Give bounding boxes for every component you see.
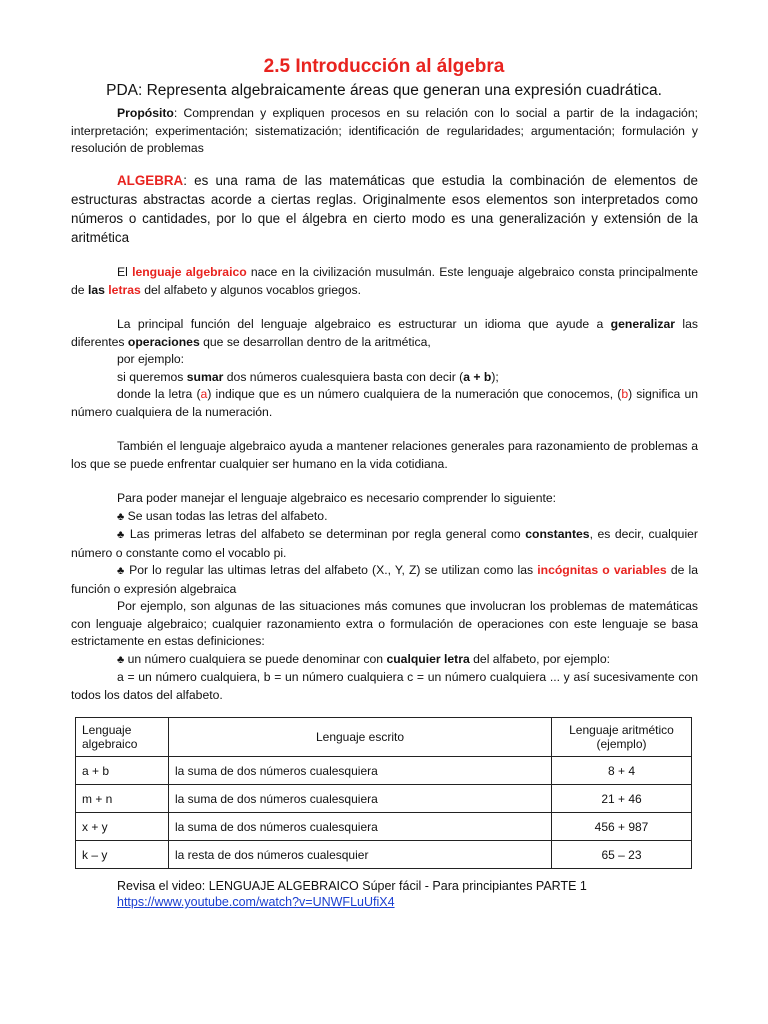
proposito-label: Propósito (117, 106, 174, 120)
bullet-4-text-2: del alfabeto, por ejemplo: (469, 651, 611, 666)
las-keyword: las (87, 282, 105, 297)
algebra-text: : es una rama de las matemáticas que estudia la combinación de elementos de estructuras abstractas acorde a ciertas reglas. Originalmente esos elementos son interpretados como números o cantidades, por lo que el álgebra en cierto modo es una generalización y extensión de la aritmética (71, 173, 698, 245)
lenguaje-text-1: El (117, 265, 133, 279)
bullet-4-text-1: un número cualquiera se puede denominar con (124, 651, 387, 666)
cell-escrito: la suma de dos números cualesquiera (169, 785, 552, 813)
funcion-paragraph (71, 316, 698, 421)
proposito-text: : Comprendan y expliquen procesos en su relación con lo social a partir de la indagación; interpretación; experimentación; sistematización; identificación de regularidades; argumentación; formulación y resolución de problemas (71, 106, 698, 155)
letra-b-keyword: b (621, 387, 629, 401)
manejar-section (71, 490, 698, 704)
bullet-2-text-2: , es decir, cualquier número o constante como el vocablo pi. (71, 527, 698, 560)
cell-algebraico: m + n (76, 785, 169, 813)
bullet-3 (71, 562, 698, 598)
header-aritmetico: Lenguaje aritmético (ejemplo) (552, 718, 692, 757)
letras-keyword: letras (108, 282, 141, 297)
operaciones-keyword: operaciones (127, 334, 200, 349)
sumar-keyword: sumar (186, 369, 224, 384)
funcion-text-1: La principal función del lenguaje algebraico es estructurar un idioma que ayude a (117, 317, 611, 331)
bullet-1 (71, 508, 698, 527)
letra-text-3: ) significa un número cualquiera de la numeración. (71, 387, 699, 419)
por-ejemplo-paragraph: Por ejemplo, son algunas de las situaciones más comunes que involucran los problemas de matemáticas con lenguaje algebraico; cualquier razonamiento extra o formulación de operaciones con este lenguaje se basa estrictamente en estas definiciones: (71, 599, 698, 648)
club-icon: ♣ (117, 565, 125, 577)
sumar-text-1: si queremos (117, 369, 187, 384)
table-header-row (76, 718, 692, 757)
manejar-intro: Para poder manejar el lenguaje algebraico es necesario comprender lo siguiente: (117, 491, 557, 505)
cell-aritmetico: 65 – 23 (552, 841, 692, 869)
cualquier-letra-keyword: cualquier letra (386, 651, 470, 666)
header-algebraico: Lenguaje algebraico (76, 718, 169, 757)
table-row (76, 841, 692, 869)
letra-text-2: ) indique que es un número cualquiera de la numeración que conocemos, ( (207, 387, 622, 401)
cell-aritmetico: 456 + 987 (552, 813, 692, 841)
algebra-paragraph (71, 171, 698, 247)
video-text: Revisa el video: LENGUAJE ALGEBRAICO Súper fácil - Para principiantes PARTE 1 (117, 879, 587, 893)
generalizar-keyword: generalizar (610, 317, 676, 331)
bullet-2-text-1: Las primeras letras del alfabeto se determinan por regla general como (125, 527, 526, 541)
lenguaje-keyword: lenguaje algebraico (132, 265, 247, 279)
lenguaje-paragraph (71, 264, 698, 299)
funcion-text-2: las diferentes (71, 317, 698, 349)
lenguaje-table (75, 717, 692, 869)
cell-escrito: la suma de dos números cualesquiera (169, 757, 552, 785)
sumar-text-2: dos números cualesquiera basta con decir ( (223, 369, 464, 384)
por-ejemplo-line: por ejemplo: (117, 352, 185, 366)
pda-subtitle: PDA: Representa algebraicamente áreas que generan una expresión cuadrática. (106, 82, 662, 99)
header-escrito: Lenguaje escrito (169, 718, 552, 757)
cell-aritmetico: 8 + 4 (552, 757, 692, 785)
cell-escrito: la resta de dos números cualesquier (169, 841, 552, 869)
table-row (76, 785, 692, 813)
bullet-2 (71, 526, 698, 562)
tambien-paragraph: También el lenguaje algebraico ayuda a mantener relaciones generales para razonamiento de problemas a los que se puede enfrentar cualquier ser humano en la vida cotidiana. (71, 439, 698, 471)
alfabeto-paragraph: a = un número cualquiera, b = un número cualquiera c = un número cualquiera ... y así sucesivamente con todos los datos del alfabeto. (71, 670, 698, 702)
table-row (76, 757, 692, 785)
cell-escrito: la suma de dos números cualesquiera (169, 813, 552, 841)
cell-algebraico: a + b (76, 757, 169, 785)
letra-text-1: donde la letra ( (117, 387, 201, 401)
cell-aritmetico: 21 + 46 (552, 785, 692, 813)
algebra-label: ALGEBRA (117, 173, 184, 188)
bullet-3-text-2: de la función o expresión algebraica (71, 563, 698, 596)
funcion-line-1 (71, 316, 698, 351)
cell-algebraico: x + y (76, 813, 169, 841)
bullet-3-text-1: Por lo regular las ultimas letras del alfabeto (X., Y, Z) se utilizan como las (124, 563, 538, 577)
video-link[interactable]: https://www.youtube.com/watch?v=UNWFLuUfiX4 (117, 895, 395, 909)
funcion-text-3: que se desarrollan dentro de la aritmética, (199, 334, 431, 349)
proposito-paragraph (71, 105, 698, 158)
letra-a-keyword: a (200, 387, 208, 401)
lenguaje-text-3: del alfabeto y algunos vocablos griegos. (140, 282, 362, 297)
cell-algebraico: k – y (76, 841, 169, 869)
footer-section (117, 878, 587, 910)
club-icon: ♣ (117, 653, 125, 666)
incognitas-keyword: incógnitas o variables (537, 563, 667, 577)
sumar-line (71, 369, 698, 387)
bullet-1-text: Se usan todas las letras del alfabeto. (124, 508, 328, 523)
constantes-keyword: constantes (525, 527, 590, 541)
letra-line (71, 386, 698, 421)
club-icon: ♣ (117, 510, 125, 523)
table-row (76, 813, 692, 841)
bullet-4 (71, 651, 698, 670)
sumar-text-3: ); (491, 369, 499, 384)
a-plus-b-keyword: a + b (463, 369, 492, 384)
lenguaje-text-2: nace en la civilización musulmán. Este lenguaje algebraico consta principalmente de (71, 265, 699, 297)
club-icon: ♣ (117, 529, 126, 541)
page-title: 2.5 Introducción al álgebra (263, 56, 505, 77)
